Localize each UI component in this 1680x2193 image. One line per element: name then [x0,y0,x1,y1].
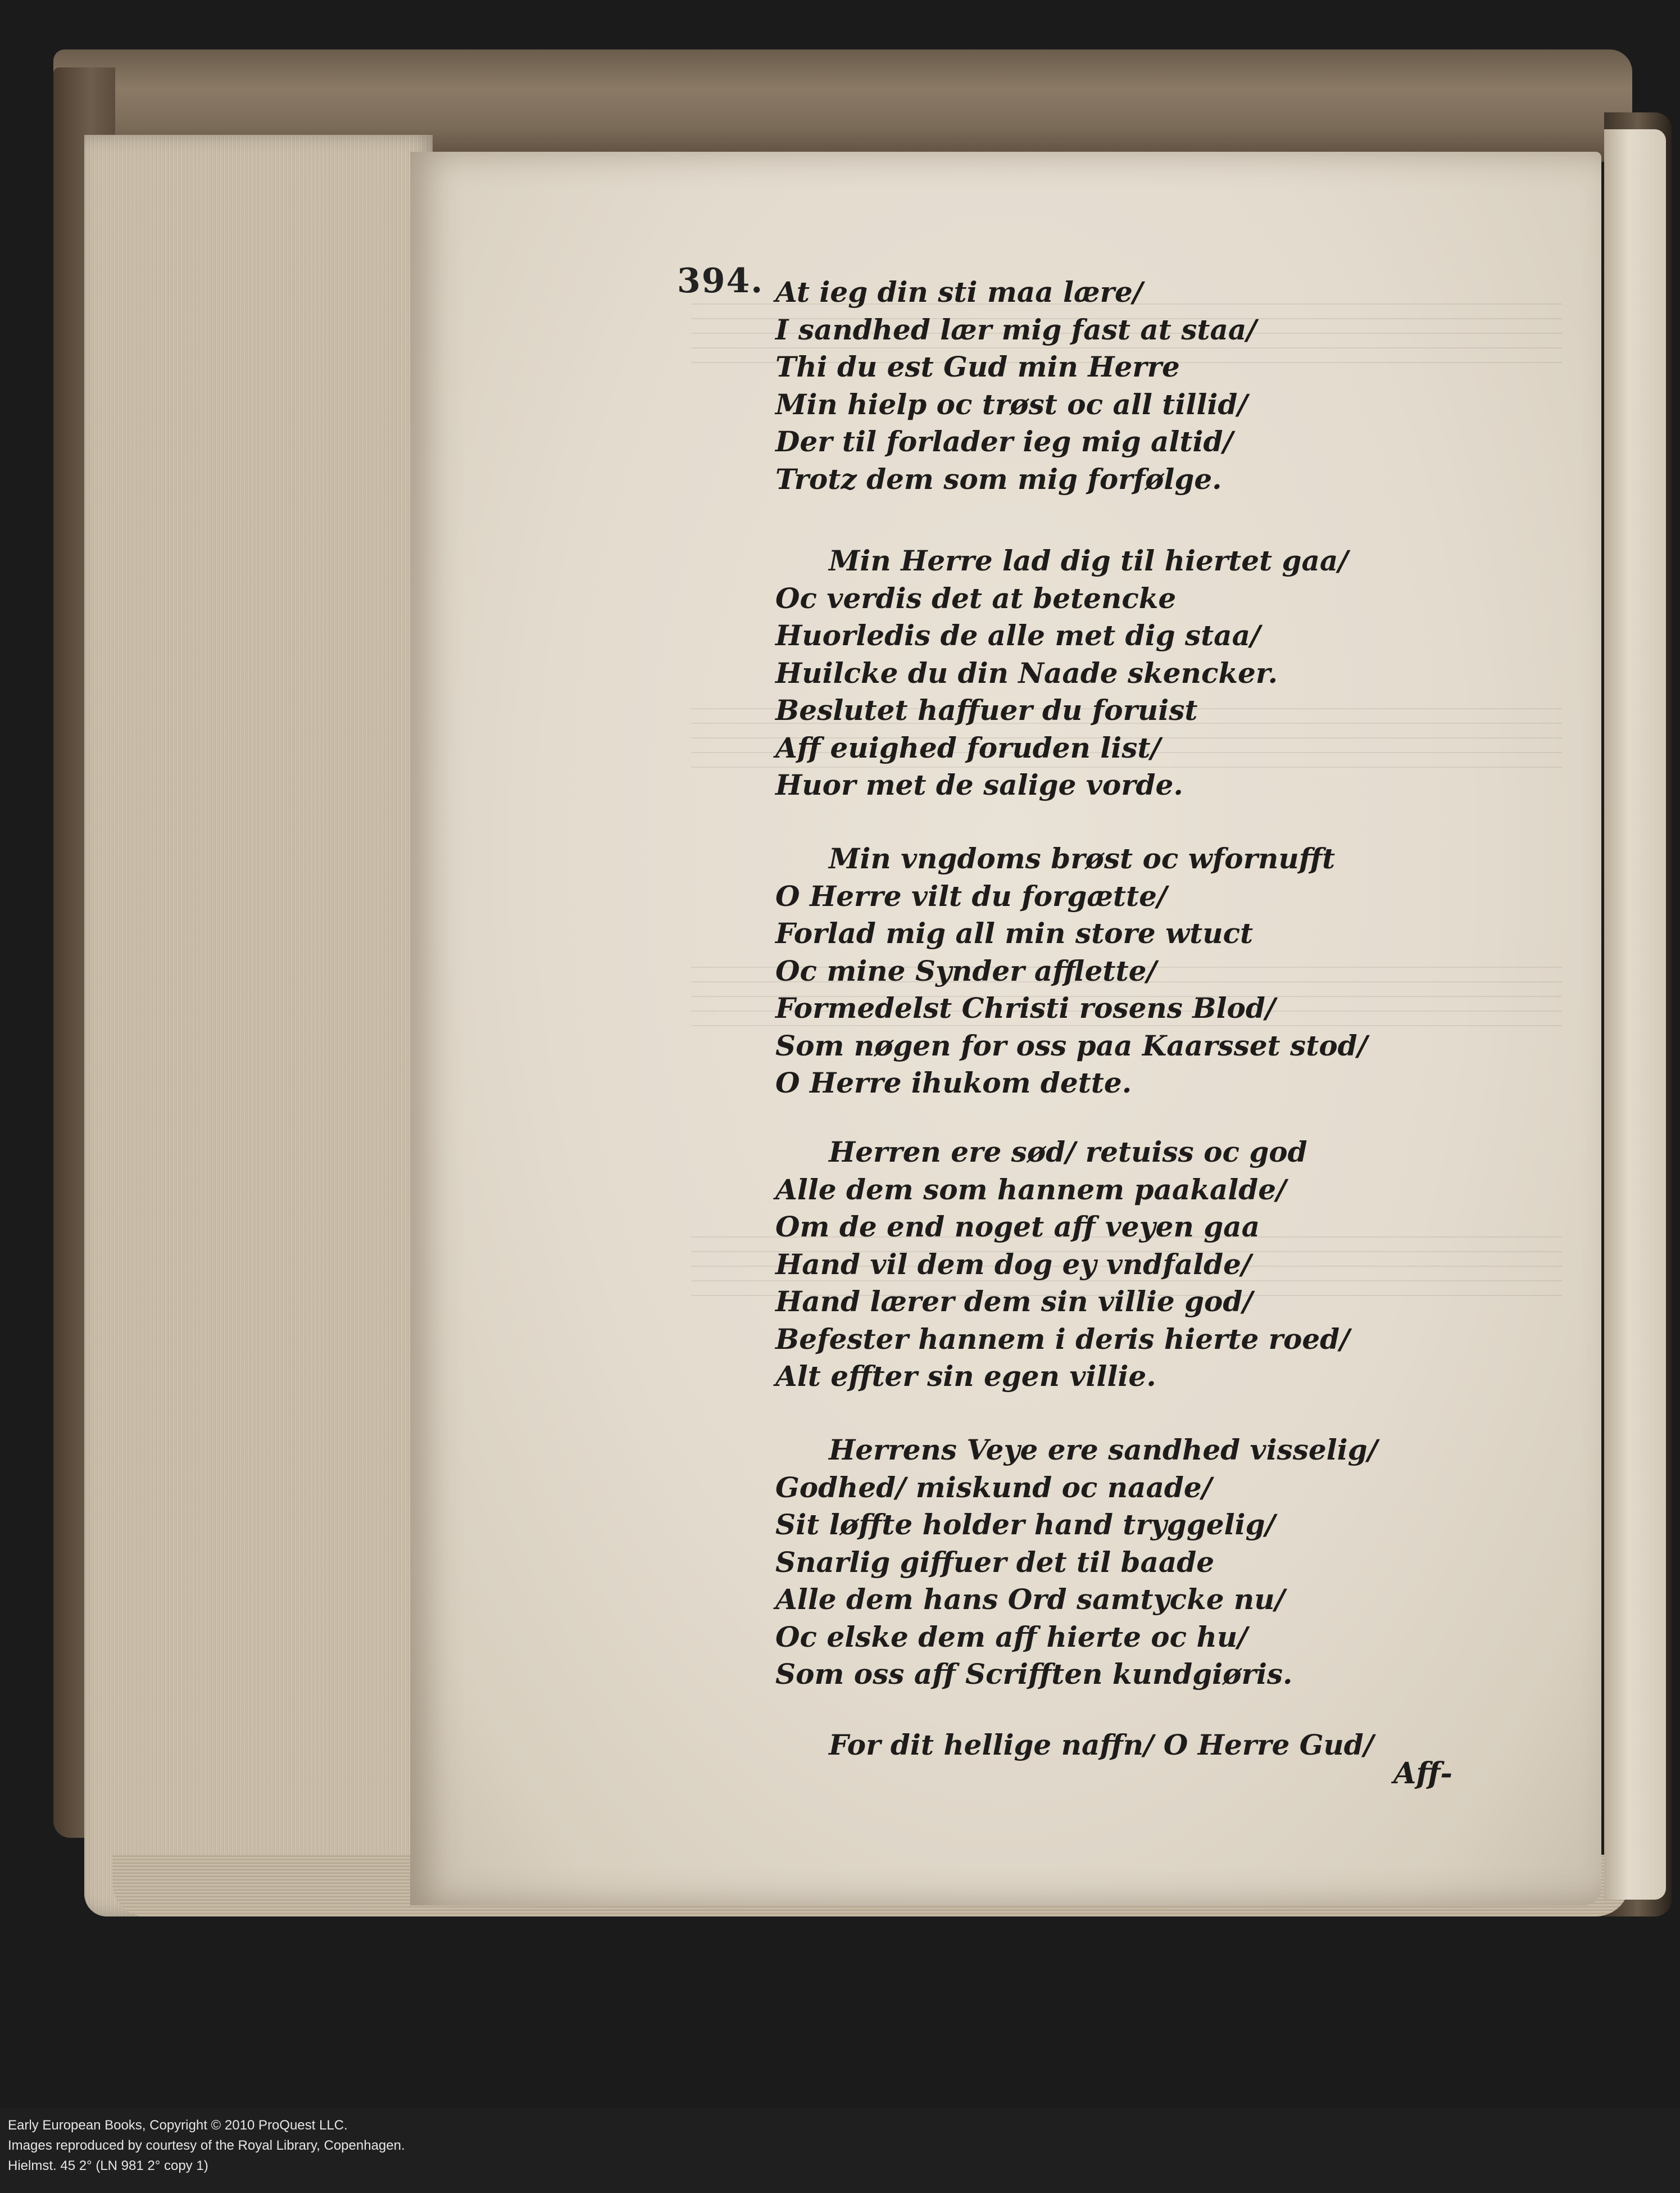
verse-line: I sandhed lær mig fast at staa/ [775,312,1257,346]
stanza-3 [775,840,1368,1102]
verse-line: Trotz dem som mig forfølge. [775,462,1222,496]
footer-copyright: Early European Books, Copyright © 2010 ProQuest LLC. [8,2118,348,2133]
verse-line: Min Herre lad dig til hiertet gaa/ [829,544,1348,577]
verse-line: Min vngdoms brøst oc wfornufft [829,842,1336,875]
verse-line: Min hielp oc trøst oc all tillid/ [775,387,1248,421]
stanza-4 [775,1134,1350,1395]
verse-line: Om de end noget aff veyen gaa [775,1210,1260,1243]
stanza-1 [775,274,1257,498]
verse-line: O Herre vilt du forgætte/ [775,879,1168,913]
verse-line: At ieg din sti maa lære/ [775,275,1143,309]
footer-courtesy: Images reproduced by courtesy of the Royal Library, Copenhagen. [8,2138,405,2153]
facing-page [1604,129,1666,1900]
verse-line: Huilcke du din Naade skencker. [775,656,1278,690]
verse-line: Godhed/ miskund oc naade/ [775,1470,1212,1504]
footer-shelfmark: Hielmst. 45 2° (LN 981 2° copy 1) [8,2158,208,2173]
verse-line: Hand vil dem dog ey vndfalde/ [775,1247,1252,1281]
page-number: 394. [677,261,764,301]
verse-line: Befester hannem i deris hierte roed/ [775,1322,1350,1356]
final-verse-line: For dit hellige naffn/ O Herre Gud/ [829,1728,1374,1761]
catchword: Aff- [1393,1756,1452,1791]
stanza-2 [775,542,1348,804]
verse-line: Beslutet haffuer du foruist [775,694,1198,727]
verse-line: Forlad mig all min store wtuct [775,917,1254,950]
verse-line: Aff euighed foruden list/ [775,731,1161,764]
verse-line: Alt effter sin egen villie. [775,1360,1156,1393]
verse-line: Herrens Veye ere sandhed visselig/ [829,1433,1378,1466]
verse-line: Huor met de salige vorde. [775,768,1183,801]
verse-line: Sit løffte holder hand tryggelig/ [775,1508,1275,1541]
verse-line: Som nøgen for oss paa Kaarsset stod/ [775,1028,1368,1062]
stanza-5 [775,1431,1378,1693]
verse-line: Oc mine Synder afflette/ [775,954,1157,987]
verse-line: Oc verdis det at betencke [775,581,1177,615]
verse-line: O Herre ihukom dette. [775,1066,1132,1099]
verse-line: Som oss aff Scrifften kundgiøris. [775,1657,1293,1691]
verse-line: Formedelst Christi rosens Blod/ [775,991,1276,1025]
verse-line: Alle dem hans Ord samtycke nu/ [775,1583,1285,1616]
verse-line: Hand lærer dem sin villie god/ [775,1285,1253,1318]
page-edges [84,135,433,1916]
verse-line: Huorledis de alle met dig staa/ [775,619,1261,652]
verse-line: Herren ere sød/ retuiss oc god [829,1135,1307,1168]
verse-line: Thi du est Gud min Herre [775,350,1180,383]
copyright-footer [0,2108,1680,2193]
verse-line: Oc elske dem aff hierte oc hu/ [775,1620,1248,1653]
verse-line: Snarlig giffuer det til baade [775,1545,1215,1579]
verse-line: Der til forlader ieg mig altid/ [775,425,1233,458]
verse-line: Alle dem som hannem paakalde/ [775,1172,1287,1206]
